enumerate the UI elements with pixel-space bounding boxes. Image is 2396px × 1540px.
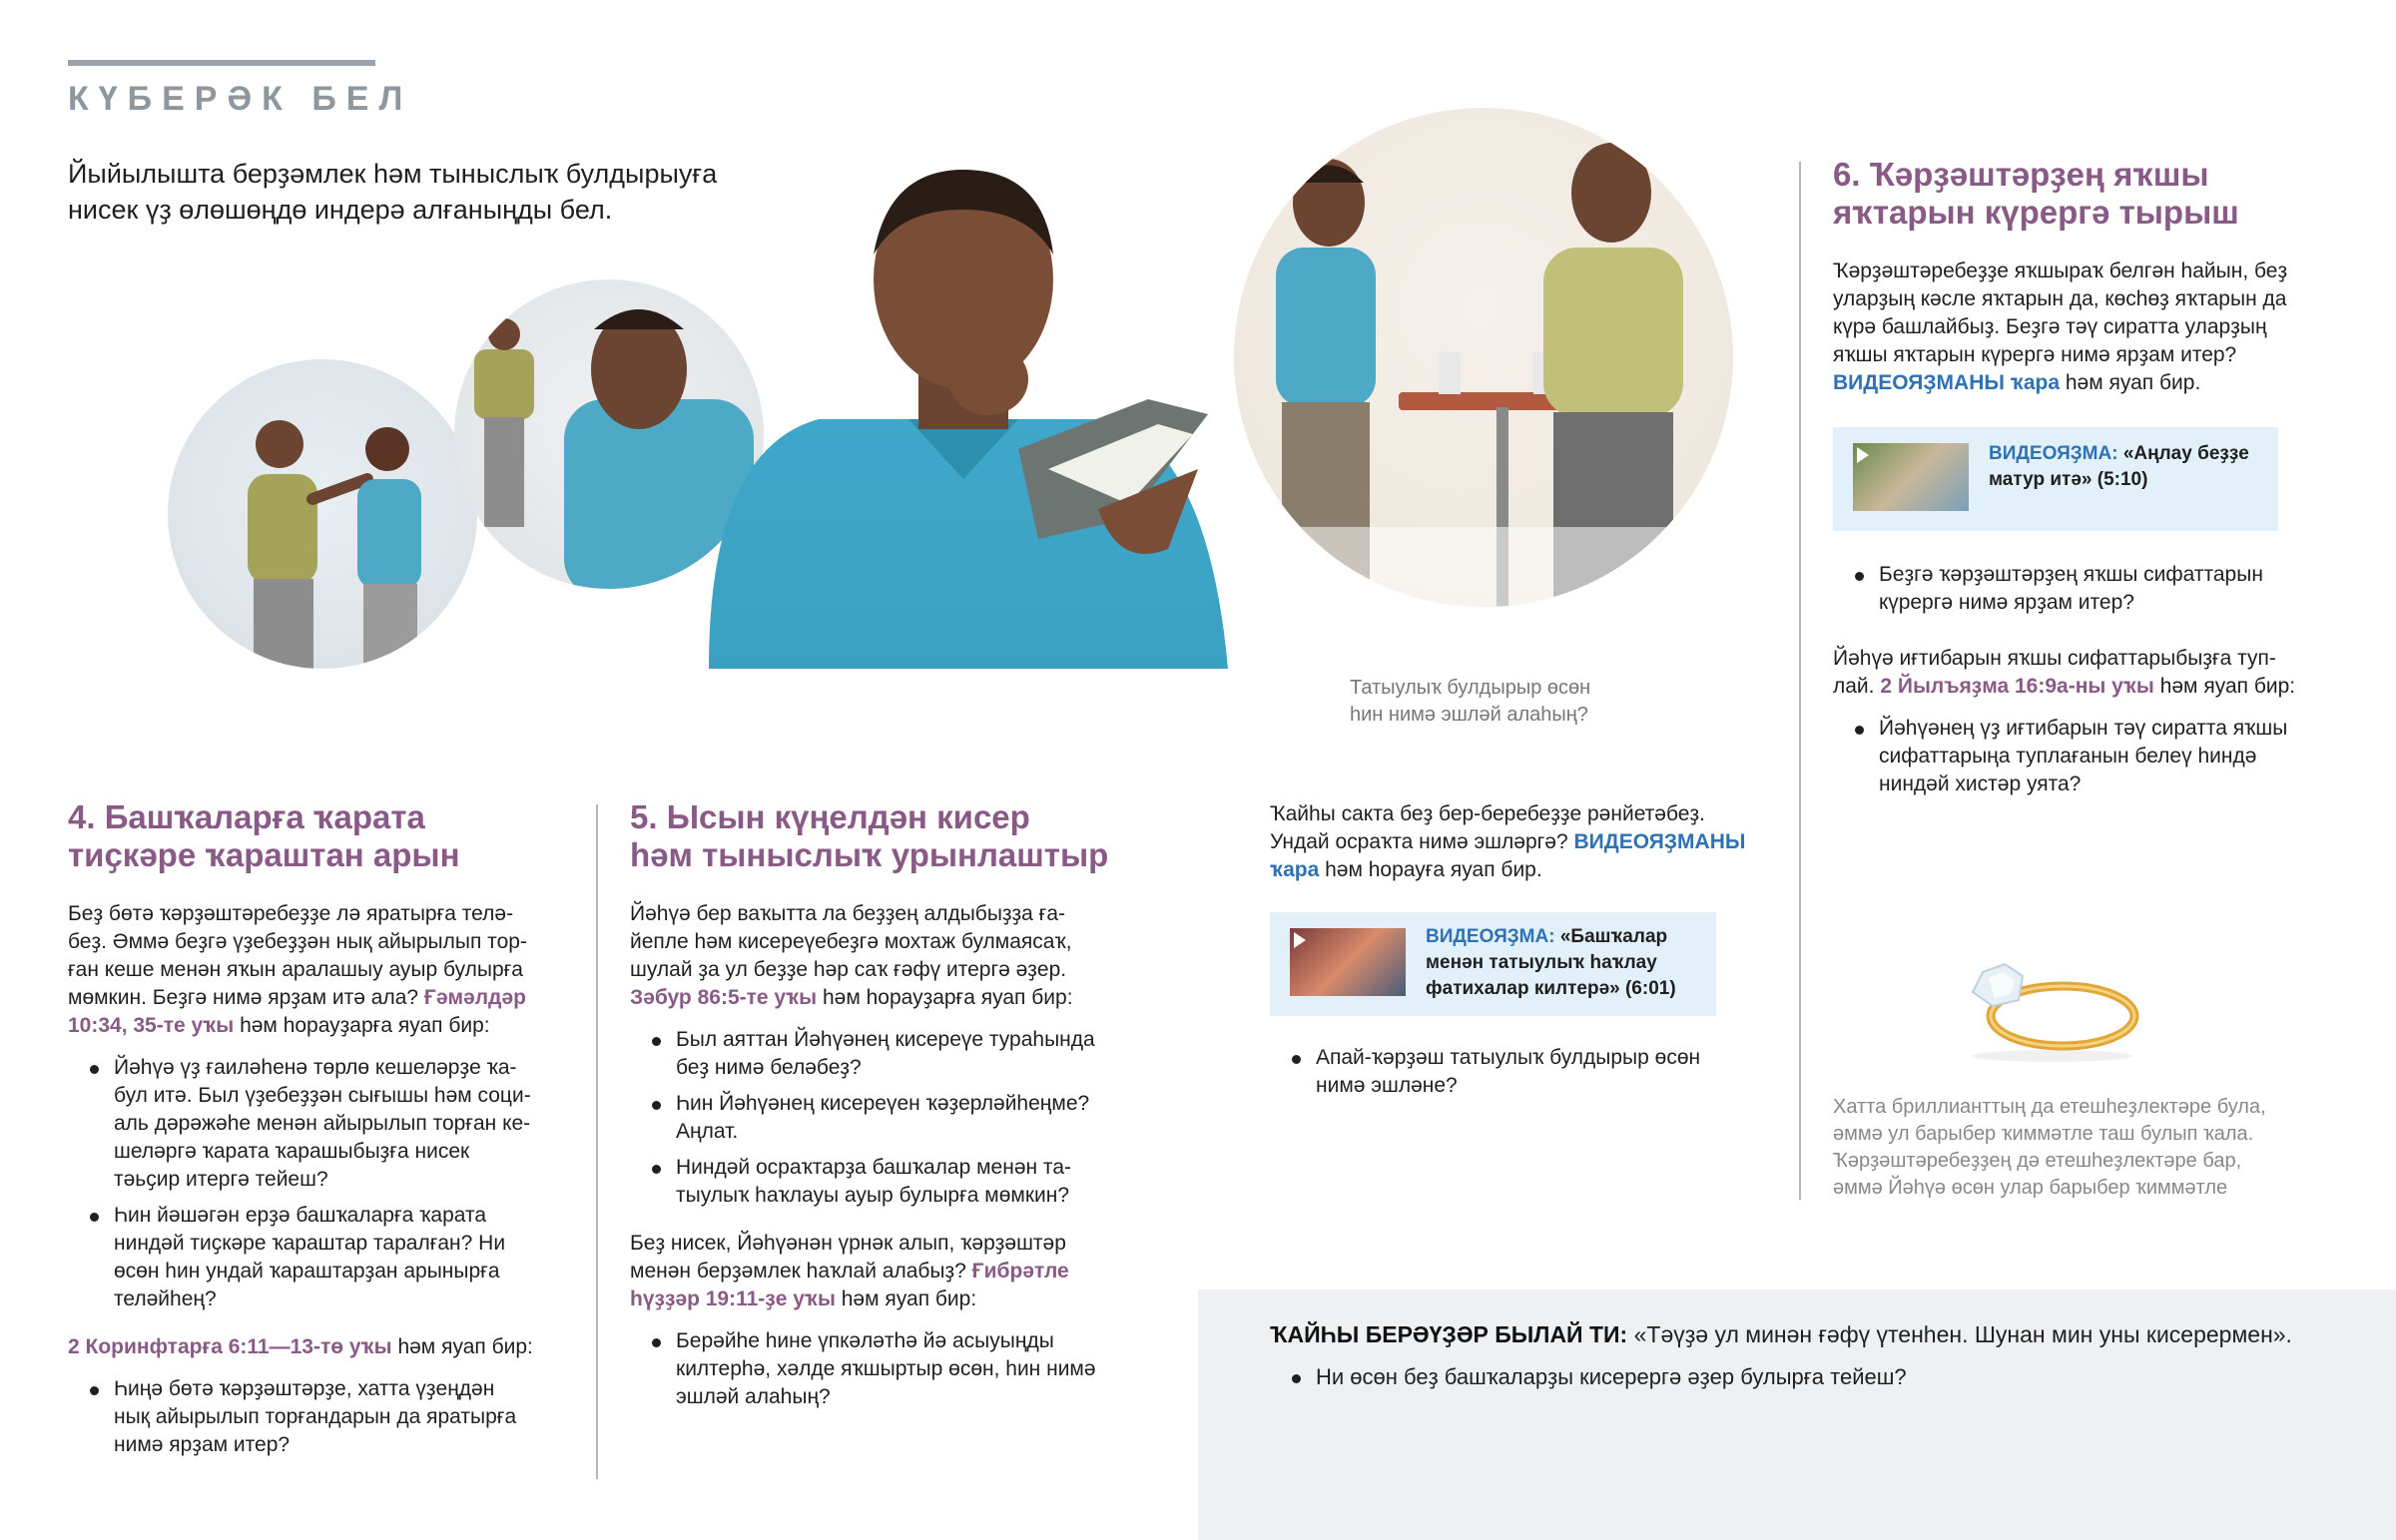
section-5-paragraph-2: Беҙ нисек, Йәһүәнән үрнәк алып, ҡәрҙәштәр менән берҙәмлек һаҡлай алабыҙ? Ғибрәтле һүҙҙәр 19:11-ҙе уҡы һәм яуап бир: [630,1232,1069,1310]
list-item: Һин йәшәгән ерҙә башҡаларға ҡарата ниндәй тиҫкәре ҡараштар таралған? Ни өсөн һин ундай ҡараштарҙан арынырға теләйһең? [68,1202,587,1313]
section-5 [630,798,1169,1419]
video-title: ВИДЕОЯҘМА: «Аңлау беҙҙе матур итә» (5:10) [1989,443,2249,490]
video-card-reconcile[interactable] [1270,912,1716,1016]
list-item: Һиңә бөтә ҡәрҙәштәрҙе, хатта үҙеңдән нық айырылып торғандарын да яратырға нимә ярҙам итер? [68,1375,587,1459]
section-5-title: 5. Ысын күңелдән кисер һәм тыныслыҡ урынлаштыр [630,798,1109,873]
video-link-2[interactable]: ВИДЕОЯҘМАНЫ ҡара [1833,371,2061,394]
scripture-link-proverbs[interactable]: Ғибрәтле һүҙҙәр 19:11-ҙе уҡы [630,1260,1069,1310]
section-5-paragraph: Йәһүә бер ваҡытта ла беҙҙең алдыбыҙҙа ға- йепле һәм кисереүебеҙгә мохтаж булмаясаҡ, шулай ҙа ул беҙҙе һәр саҡ ғәфү итергә әҙер. Зәбур 86:5-те уҡы һәм һорауҙарға яуап бир: [630,902,1073,1009]
list-item: Берәйһе һине үпкәләтһә йә асыуыңды килтерһә, хәлде яҡшыртыр өсөн, һин нимә эшләй алаһың? [630,1327,1169,1411]
list-item: Беҙгә ҡәрҙәштәрҙең яҡшы сифаттарын күрергә нимә ярҙам итер? [1833,561,2372,617]
play-icon [1294,932,1306,948]
list-item: Һин Йәһүәнең кисереүен ҡәҙерләйһеңме? Аңлат. [630,1090,1169,1146]
list-item: Апай-ҡәрҙәш татыулыҡ булдырыр өсөн нимә эшләне? [1270,1044,1789,1100]
video-thumbnail [1290,928,1406,996]
section-6-questions [1833,561,2372,625]
scripture-link-corinthians[interactable]: 2 Коринфтарға 6:11—13-тө уҡы [68,1335,392,1358]
section-4-title: 4. Башҡаларға ҡарата тиҫкәре ҡараштан арын [68,798,460,873]
section-6-questions-2 [1833,715,2372,806]
some-say-quote: ҠАЙҺЫ БЕРӘҮҘӘР БЫЛАЙ ТИ: «Тәүҙә ул минән ғәфү үтенһен. Шунан мин уны кисерермен». [1270,1321,2292,1347]
list-item: Йәһүәнең үҙ иғтибарын тәү сиратта яҡшы сифаттарыңа туплағанын белеү һиндә ниндәй хистәр уята? [1833,715,2372,798]
play-icon [1857,447,1869,463]
column-divider [596,804,598,1479]
section-5-questions-2 [630,1327,1169,1411]
section-4-paragraph-2: 2 Коринфтарға 6:11—13-тө уҡы һәм яуап бир: [68,1335,533,1358]
section-4-paragraph: Беҙ бөтә ҡәрҙәштәребеҙҙе лә яратырға телә- беҙ. Әммә беҙгә үҙебеҙҙән нық айырылып тор- ған кеше менән яҡын аралашыу ауыр булырға мөмкин. Беҙгә нимә ярҙам итә ала? Ғәмәлдәр 10:34, 35-те уҡы һәм һорауҙарға яуап бир: [68,902,527,1037]
illustration-argument [168,359,477,669]
section-6-paragraph-2: Йәһүә иғтибарын яҡшы сифаттарыбыҙға туп- лай. 2 Йылъяҙма 16:9а-ны уҡы һәм яуап бир: [1833,647,2296,698]
illustration-caption: Татыулыҡ булдырыр өсөн һин нимә эшләй алаһың? [1350,677,1591,726]
section-6-title: 6. Ҡәрҙәштәрҙең яҡшы яҡтарын күрергә тырыш [1833,156,2239,231]
video-card-understanding[interactable] [1833,427,2278,531]
video-link[interactable]: ВИДЕОЯҘМАНЫ ҡара [1270,830,1746,881]
section-label: КҮБЕРӘК БЕЛ [68,80,413,118]
video-title: ВИДЕОЯҘМА: «Башҡалар менән татыулыҡ һаҡлау фатихалар килтерә» (6:01) [1426,926,1676,999]
section-4 [68,798,587,1467]
list-item: Ниндәй осраҡтарҙа башҡалар менән та- тыулыҡ һаҡлауы ауыр булырға мөмкин? [630,1154,1169,1210]
intro-text: Йыйылышта берҙәмлек һәм тыныслыҡ булдырыуға нисек үҙ өлөшөңдө индерә алғаныңды бел. [68,159,718,225]
list-item: Йәһүә үҙ ғаиләһенә төрлө кешеләрҙе ҡа- бул итә. Был үҙебеҙҙән сығышы һәм соци- аль дәрәжәһе менән айырылып торған ке- шеләргә ҡарата ҡарашыбыҙға нисек тәьҫир итергә тейеш? [68,1054,587,1194]
illustration-man-reading [689,150,1278,669]
video-thumbnail [1853,443,1969,511]
reconcile-column [1270,800,1789,884]
section-5-questions [630,1026,1169,1210]
ring-caption: Хатта бриллианттың да етешһеҙлектәре була, әммә ул барыбер ҡиммәтле таш булып ҡала. Ҡәрҙәштәребеҙҙең дә етешһеҙлектәре бар, әммә Йәһүә өсөн улар барыбер ҡиммәтле [1833,1096,2266,1199]
column-divider-right [1799,162,1801,1200]
header-rule [68,60,375,66]
section-4-questions-2 [68,1375,587,1459]
list-item: Ни өсөн беҙ башҡаларҙы кисерергә әҙер булырға тейеш? [1270,1363,2348,1391]
list-item: Был аяттан Йәһүәнең кисереүе тураһында беҙ нимә беләбеҙ? [630,1026,1169,1082]
scripture-link-chronicles[interactable]: 2 Йылъяҙма 16:9а-ны уҡы [1880,675,2154,698]
section-4-questions [68,1054,587,1313]
reconcile-questions [1270,1044,1789,1108]
scripture-link-psalm[interactable]: Зәбур 86:5-те уҡы [630,986,818,1009]
some-say-questions [1270,1363,2348,1399]
section-6-paragraph: Ҡәрҙәштәребеҙҙе яҡшыраҡ белгән һайын, беҙ уларҙың кәсле яҡтарын да, көсһөҙ яҡтарын да күрә башлайбыҙ. Беҙгә тәү сиратта уларҙың яҡшы яҡтарын күрергә нимә ярҙам итер? ВИДЕОЯҘМАНЫ ҡара һәм яуап бир. [1833,259,2288,394]
scripture-link-acts[interactable]: Ғәмәлдәр 10:34, 35-те уҡы [68,986,526,1037]
reconcile-paragraph: Ҡайһы сакта беҙ бер-беребеҙҙе рәнйетәбеҙ. Ундай осраҡта нимә эшләргә? ВИДЕОЯҘМАНЫ ҡара һәм һорауға яуап бир. [1270,802,1746,881]
illustration-reconcile [1234,108,1733,607]
ring-illustration [1943,956,2142,1066]
section-6 [1833,156,2372,397]
